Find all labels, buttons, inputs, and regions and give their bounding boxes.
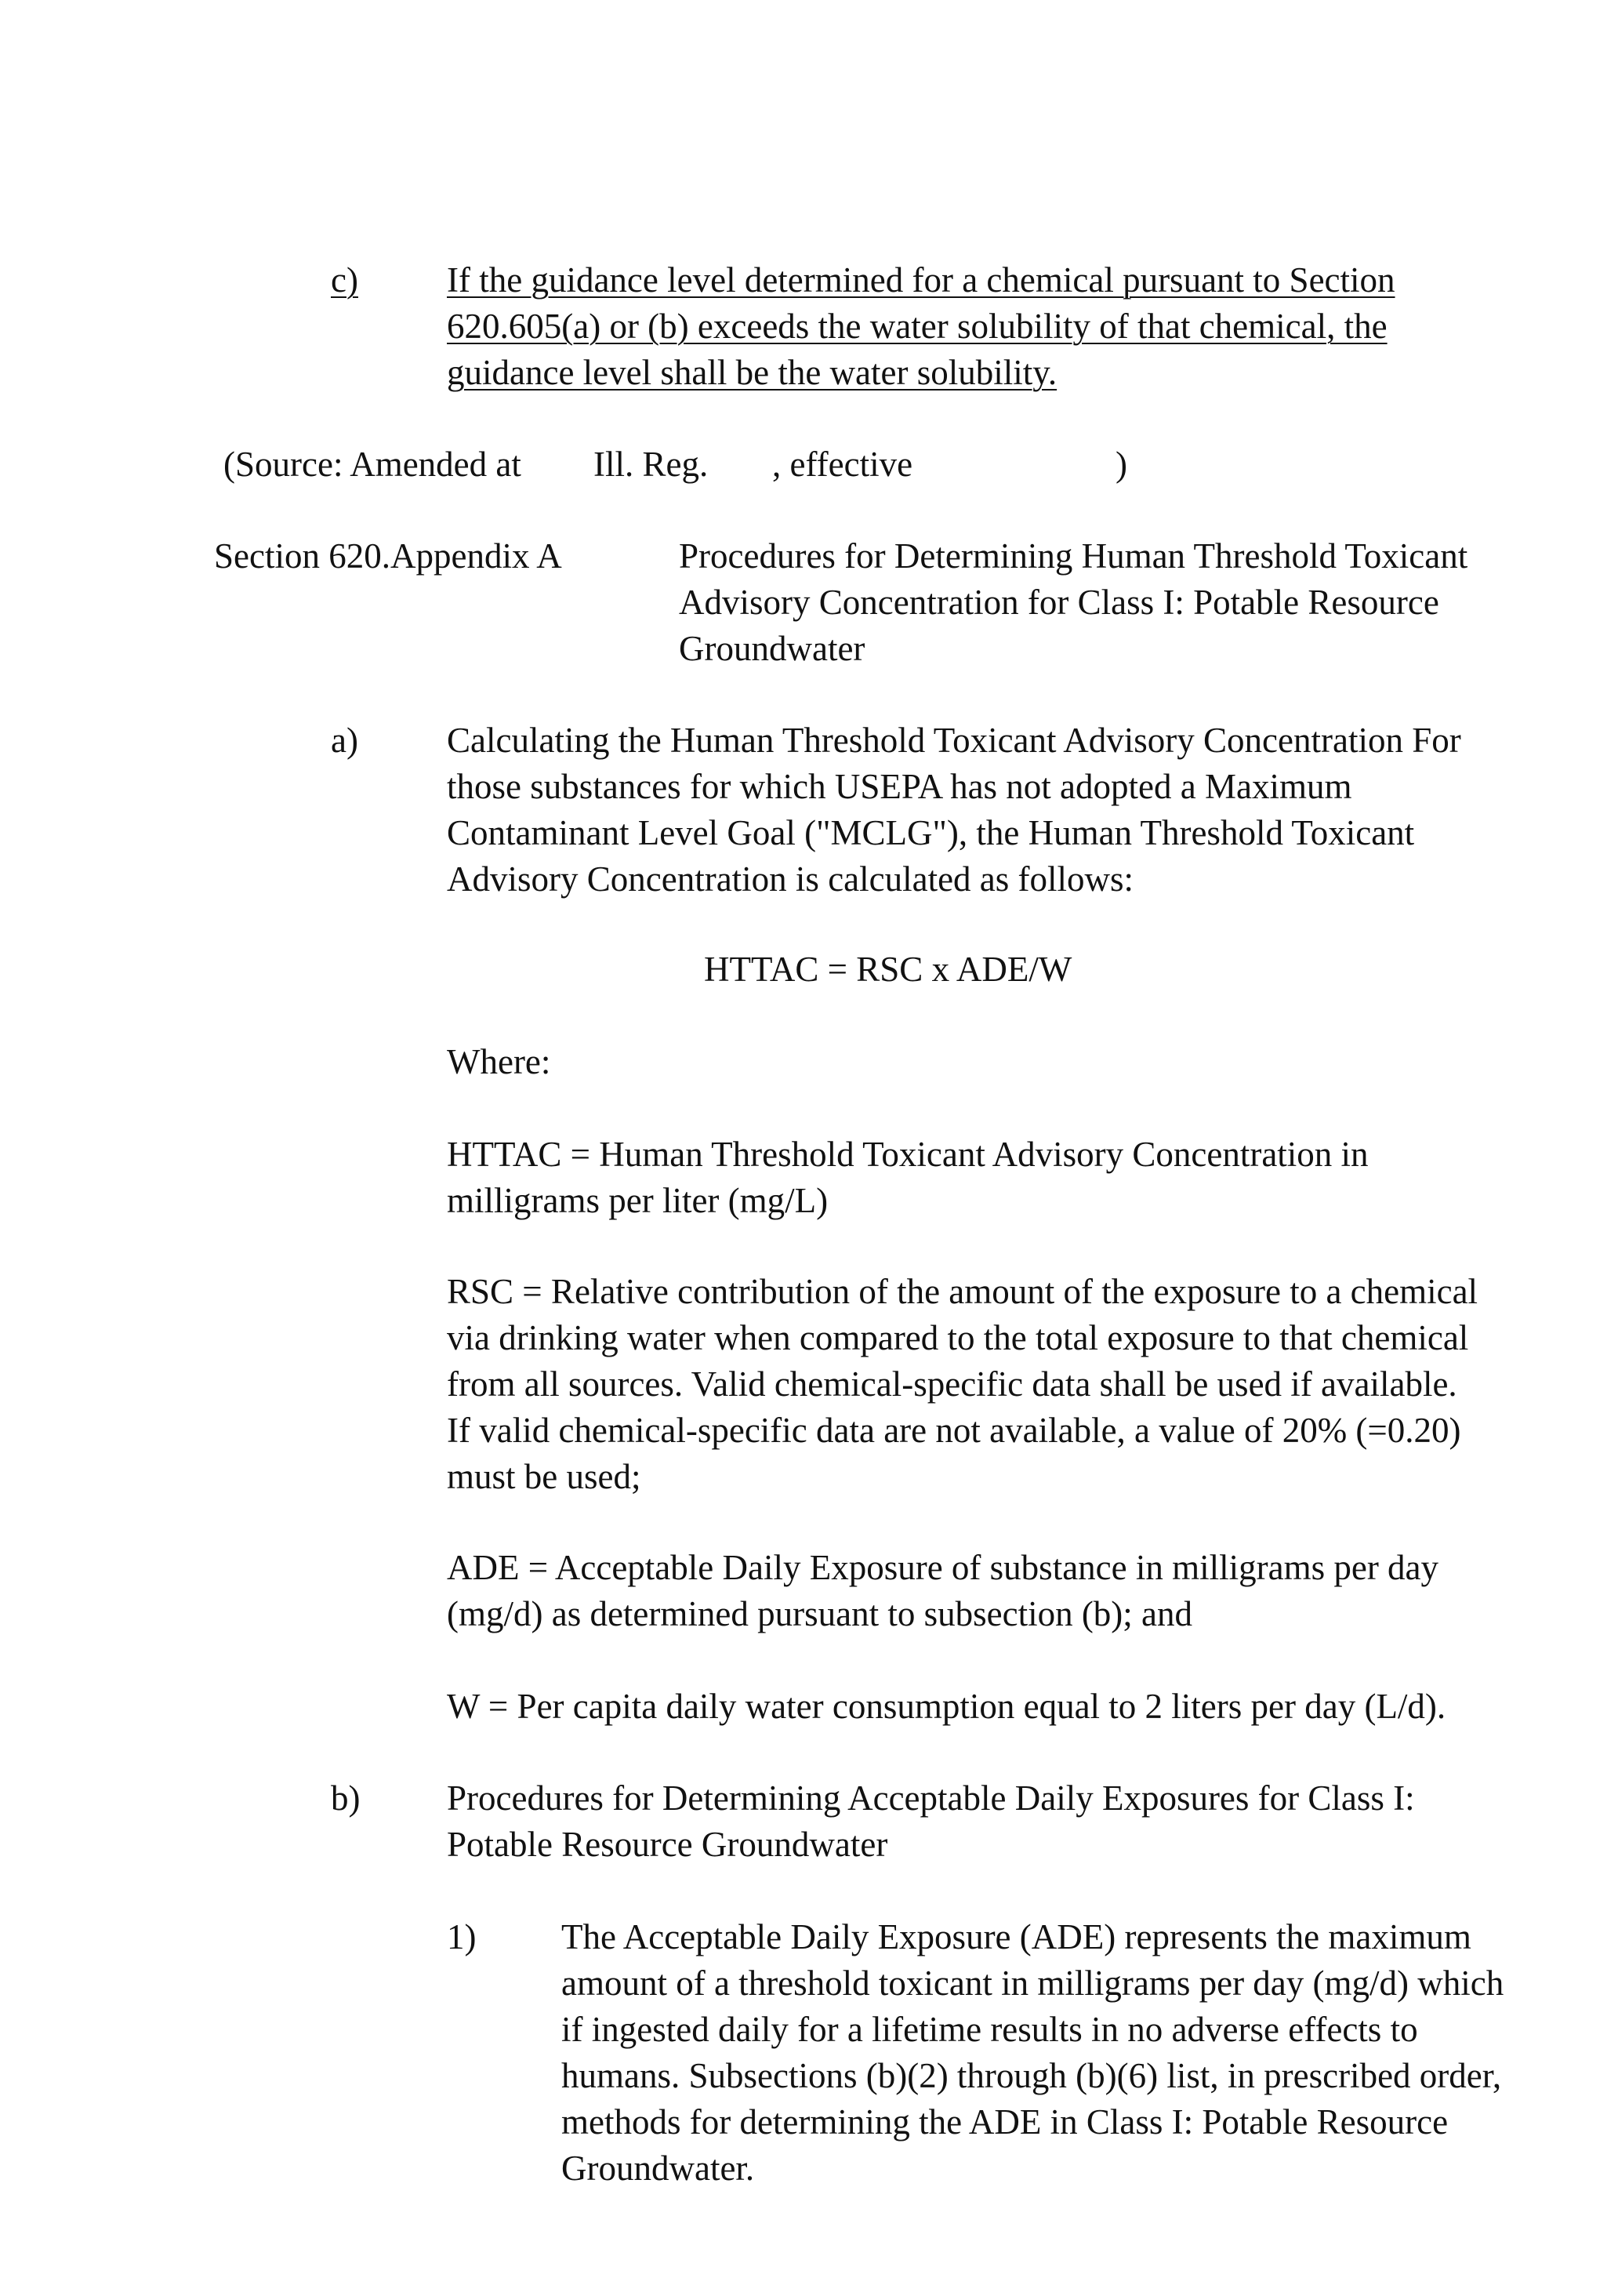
subsection-c-label: c): [331, 260, 358, 300]
item-b1-label: 1): [447, 1917, 477, 1956]
source-note-close: ): [1116, 445, 1127, 484]
text-line: humans. Subsections (b)(2) through (b)(6) list, in prescribed order,: [561, 2056, 1502, 2095]
text-line: if ingested daily for a lifetime results in no adverse effects to: [561, 2010, 1418, 2049]
text-line: Calculating the Human Threshold Toxicant Advisory Concentration For: [447, 721, 1461, 760]
httac-definition: [447, 1132, 1369, 1224]
source-note-prefix: (Source: Amended at: [223, 445, 521, 484]
text-line: Advisory Concentration is calculated as follows:: [447, 859, 1134, 899]
ade-definition: [447, 1545, 1438, 1637]
text-line: milligrams per liter (mg/L): [447, 1181, 829, 1220]
subsection-a-text: [447, 718, 1461, 903]
subsection-a-label: a): [331, 721, 358, 760]
subsection-c-text: [447, 257, 1395, 396]
title-line: Groundwater: [679, 629, 865, 668]
source-note-reg: Ill. Reg.: [593, 445, 709, 484]
text-line: Procedures for Determining Acceptable Daily Exposures for Class I:: [447, 1778, 1415, 1818]
text-line: from all sources. Valid chemical-specific data shall be used if available.: [447, 1364, 1457, 1404]
text-line: those substances for which USEPA has not adopted a Maximum: [447, 767, 1352, 806]
text-line: methods for determining the ADE in Class I: Potable Resource: [561, 2102, 1449, 2142]
title-line: Procedures for Determining Human Threshold Toxicant: [679, 536, 1468, 576]
text-line: If the guidance level determined for a chemical pursuant to Section: [447, 260, 1395, 300]
section-title: [679, 533, 1467, 672]
formula: HTTAC = RSC x ADE/W: [704, 950, 1072, 989]
text-line: (mg/d) as determined pursuant to subsection (b); and: [447, 1594, 1193, 1633]
text-line: 620.605(a) or (b) exceeds the water solubility of that chemical, the: [447, 307, 1388, 346]
text-line: guidance level shall be the water solubility.: [447, 353, 1058, 392]
where-label: Where:: [447, 1042, 551, 1081]
rsc-definition: [447, 1269, 1478, 1500]
title-line: Advisory Concentration for Class I: Potable Resource: [679, 583, 1439, 622]
text-line: via drinking water when compared to the total exposure to that chemical: [447, 1318, 1469, 1357]
text-line: HTTAC = Human Threshold Toxicant Advisory Concentration in: [447, 1135, 1369, 1174]
w-definition: W = Per capita daily water consumption equal to 2 liters per day (L/d).: [447, 1687, 1446, 1726]
subsection-b-text: [447, 1775, 1415, 1868]
text-line: amount of a threshold toxicant in milligrams per day (mg/d) which: [561, 1964, 1504, 2003]
subsection-b-label: b): [331, 1778, 361, 1818]
text-line: Contaminant Level Goal ("MCLG"), the Human Threshold Toxicant: [447, 813, 1415, 852]
item-b1-text: [561, 1914, 1504, 2192]
section-label: Section 620.Appendix A: [214, 536, 562, 576]
text-line: If valid chemical-specific data are not available, a value of 20% (=0.20): [447, 1411, 1461, 1450]
text-line: ADE = Acceptable Daily Exposure of substance in milligrams per day: [447, 1548, 1439, 1587]
text-line: RSC = Relative contribution of the amount of the exposure to a chemical: [447, 1272, 1478, 1311]
text-line: Potable Resource Groundwater: [447, 1825, 888, 1864]
source-note-effective: , effective: [772, 445, 913, 484]
text-line: must be used;: [447, 1457, 641, 1496]
text-line: Groundwater.: [561, 2149, 755, 2188]
text-line: The Acceptable Daily Exposure (ADE) represents the maximum: [561, 1917, 1471, 1956]
